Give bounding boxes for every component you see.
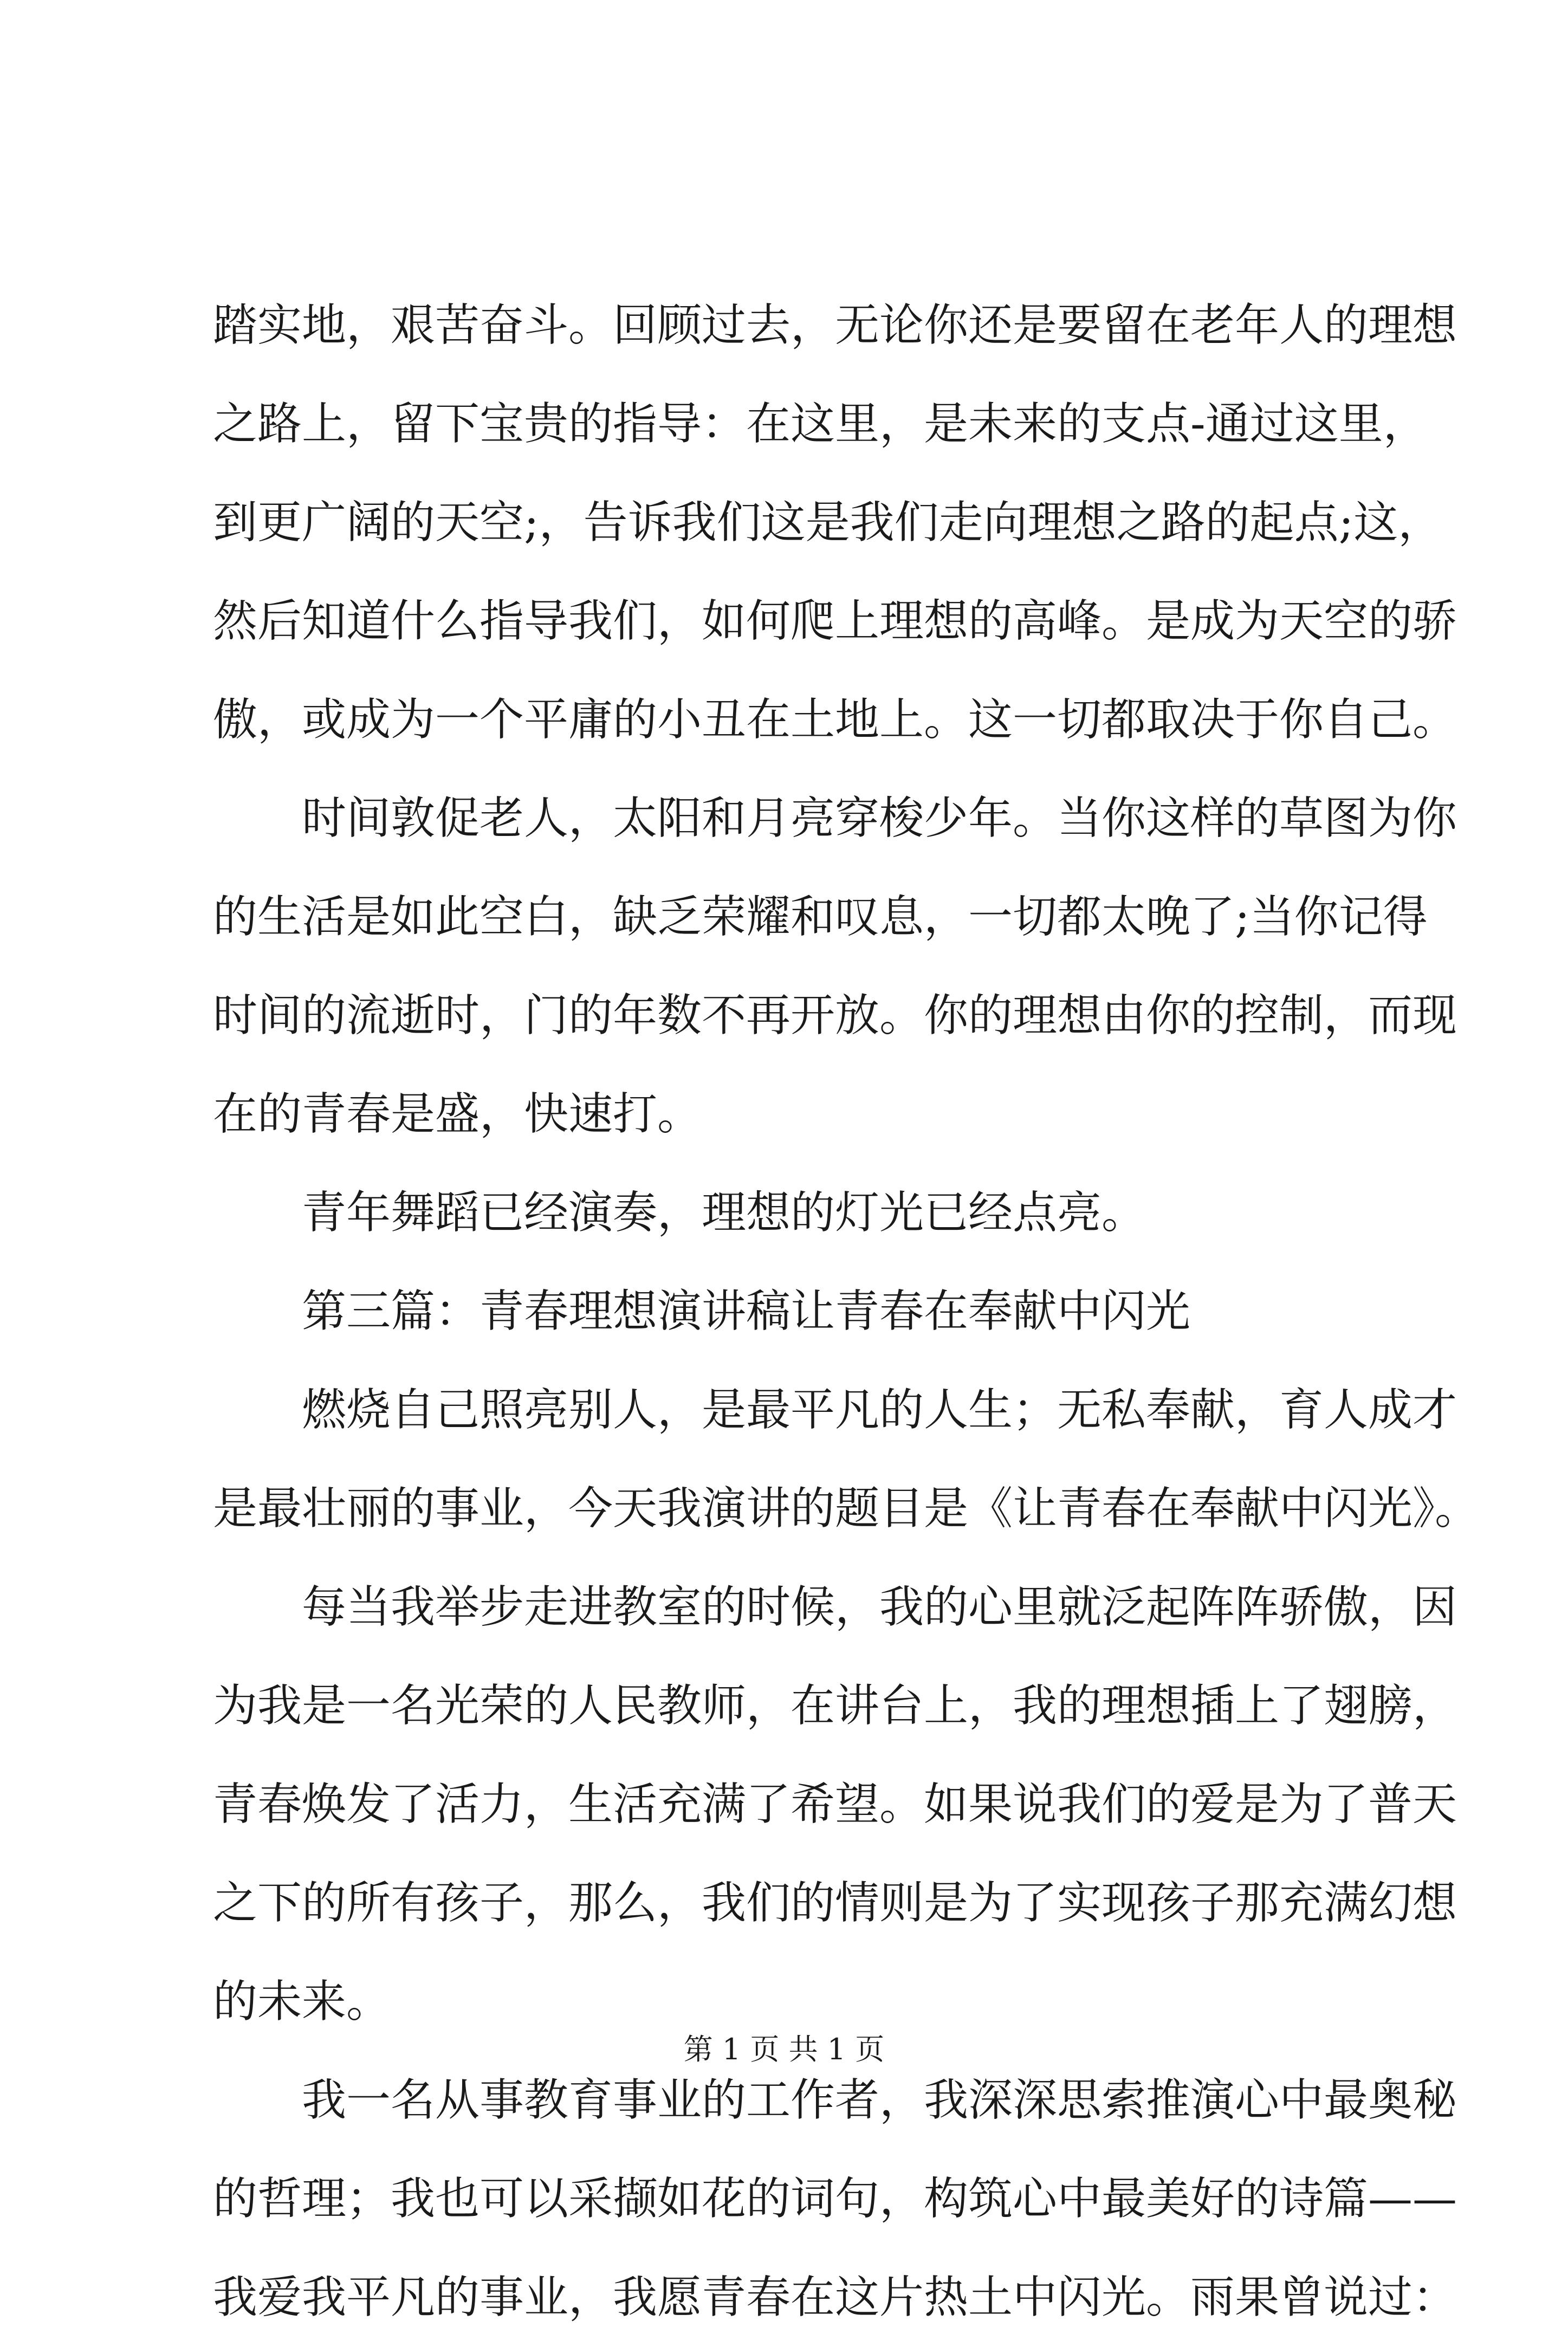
paragraph xyxy=(213,2051,1457,2347)
text-line: 青春焕发了活力，生活充满了希望。如果说我们的爱是为了普天 xyxy=(213,1779,1457,1830)
text-line: 青年舞蹈已经演奏，理想的灯光已经点亮。 xyxy=(302,1187,1146,1239)
text-line: 每当我举步走进教室的时候，我的心里就泛起阵阵骄傲，因 xyxy=(302,1581,1457,1633)
text-line: 然后知道什么指导我们，如何爬上理想的高峰。是成为天空的骄 xyxy=(213,595,1457,647)
paragraph xyxy=(213,1262,1362,1361)
text-line: 踏实地，艰苦奋斗。回顾过去，无论你还是要留在老年人的理想 xyxy=(213,300,1457,351)
text-line: 傲，或成为一个平庸的小丑在土地上。这一切都取决于你自己。 xyxy=(213,694,1457,745)
text-line: 在的青春是盛，快速打。 xyxy=(213,1088,702,1140)
paragraph xyxy=(213,1164,1362,1262)
paragraph xyxy=(213,769,1457,1164)
paragraph xyxy=(213,276,1457,769)
text-line: 时间敦促老人，太阳和月亮穿梭少年。当你这样的草图为你 xyxy=(302,793,1457,844)
text-line: 的哲理；我也可以采撷如花的词句，构筑心中最美好的诗篇—— xyxy=(213,2173,1457,2225)
text-line: 的未来。 xyxy=(213,1976,391,2027)
text-line: 到更广阔的天空;，告诉我们这是我们走向理想之路的起点;这， xyxy=(213,497,1443,548)
text-line: 第三篇：青春理想演讲稿让青春在奉献中闪光 xyxy=(302,1286,1191,1337)
text-line: 是最壮丽的事业，今天我演讲的题目是《让青春在奉献中闪光》。 xyxy=(213,1483,1480,1534)
text-line: 的生活是如此空白，缺乏荣耀和叹息，一切都太晚了;当你记得 xyxy=(213,891,1428,943)
text-line: 我一名从事教育事业的工作者，我深深思索推演心中最奥秘 xyxy=(302,2074,1457,2126)
text-line: 为我是一名光荣的人民教师，在讲台上，我的理想插上了翅膀， xyxy=(213,1680,1457,1732)
text-line: 时间的流逝时，门的年数不再开放。你的理想由你的控制，而现 xyxy=(213,990,1457,1041)
text-line: 我爱我平凡的事业，我愿青春在这片热土中闪光。雨果曾说过： xyxy=(213,2272,1457,2323)
text-line: 之下的所有孩子，那么，我们的情则是为了实现孩子那充满幻想 xyxy=(213,1877,1457,1929)
page-footer: 第 1 页 共 1 页 xyxy=(683,2032,885,2066)
text-line: 燃烧自己照亮别人，是最平凡的人生；无私奉献，育人成才 xyxy=(302,1384,1457,1436)
paragraph xyxy=(213,1558,1457,2051)
paragraph xyxy=(213,1361,1480,1558)
text-line: 之路上，留下宝贵的指导：在这里，是未来的支点-通过这里， xyxy=(213,398,1428,450)
